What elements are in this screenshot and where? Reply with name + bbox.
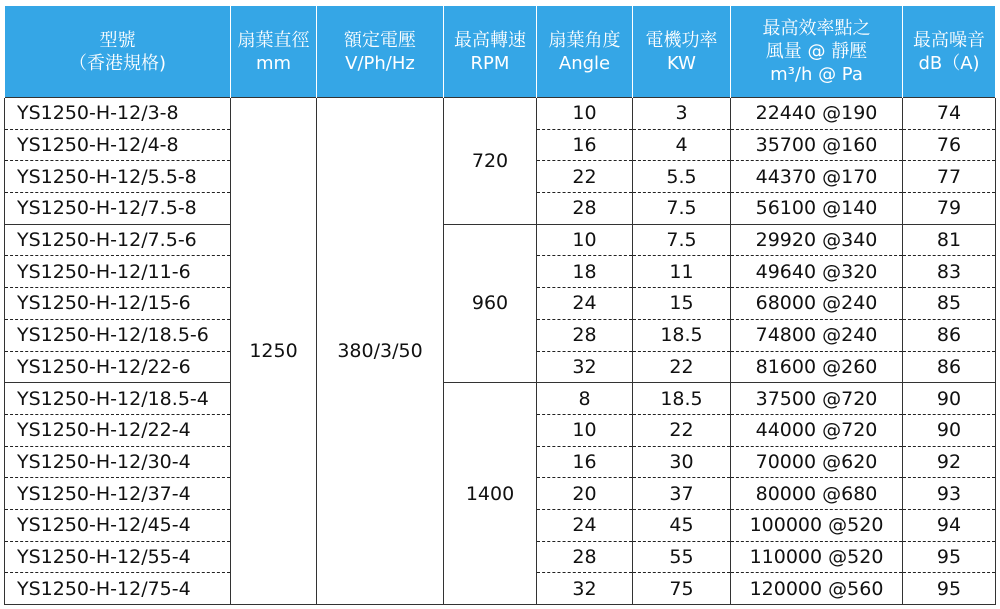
model-cell: YS1250-H-12/18.5-6 — [5, 319, 231, 351]
power-cell: 7.5 — [633, 193, 731, 225]
angle-cell: 22 — [537, 161, 633, 193]
fan-spec-table — [4, 6, 996, 605]
model-cell: YS1250-H-12/22-6 — [5, 351, 231, 383]
airflow-cell: 110000 @520 — [731, 541, 903, 573]
model-cell: YS1250-H-12/4-8 — [5, 129, 231, 161]
airflow-cell: 120000 @560 — [731, 573, 903, 605]
model-cell: YS1250-H-12/5.5-8 — [5, 161, 231, 193]
power-cell: 45 — [633, 509, 731, 541]
noise-cell: 90 — [903, 383, 996, 415]
noise-cell: 76 — [903, 129, 996, 161]
power-cell: 75 — [633, 573, 731, 605]
airflow-cell: 74800 @240 — [731, 319, 903, 351]
airflow-cell: 44000 @720 — [731, 414, 903, 446]
angle-cell: 8 — [537, 383, 633, 415]
noise-cell: 95 — [903, 573, 996, 605]
noise-cell: 74 — [903, 98, 996, 130]
angle-cell: 16 — [537, 129, 633, 161]
model-cell: YS1250-H-12/75-4 — [5, 573, 231, 605]
angle-cell: 24 — [537, 288, 633, 320]
power-cell: 18.5 — [633, 319, 731, 351]
airflow-cell: 100000 @520 — [731, 509, 903, 541]
model-cell: YS1250-H-12/37-4 — [5, 478, 231, 510]
angle-cell: 10 — [537, 224, 633, 256]
angle-cell: 20 — [537, 478, 633, 510]
angle-cell: 32 — [537, 573, 633, 605]
airflow-cell: 49640 @320 — [731, 256, 903, 288]
power-cell: 15 — [633, 288, 731, 320]
noise-cell: 85 — [903, 288, 996, 320]
model-cell: YS1250-H-12/3-8 — [5, 98, 231, 130]
power-cell: 7.5 — [633, 224, 731, 256]
header-noise: 最高噪音 dB（A) — [903, 6, 996, 98]
power-cell: 37 — [633, 478, 731, 510]
angle-cell: 32 — [537, 351, 633, 383]
table-row — [5, 224, 996, 256]
header-airflow-pressure: 最高效率點之 風量 @ 靜壓 m³/h @ Pa — [731, 6, 903, 98]
header-angle: 扇葉角度 Angle — [537, 6, 633, 98]
airflow-cell: 56100 @140 — [731, 193, 903, 225]
header-row — [5, 6, 996, 98]
power-cell: 22 — [633, 351, 731, 383]
header-power: 電機功率 KW — [633, 6, 731, 98]
power-cell: 18.5 — [633, 383, 731, 415]
noise-cell: 86 — [903, 351, 996, 383]
noise-cell: 92 — [903, 446, 996, 478]
header-model: 型號 （香港規格) — [5, 6, 231, 98]
power-cell: 5.5 — [633, 161, 731, 193]
voltage-cell: 380/3/50 — [317, 98, 444, 605]
model-cell: YS1250-H-12/30-4 — [5, 446, 231, 478]
airflow-cell: 80000 @680 — [731, 478, 903, 510]
noise-cell: 90 — [903, 414, 996, 446]
airflow-cell: 35700 @160 — [731, 129, 903, 161]
airflow-cell: 22440 @190 — [731, 98, 903, 130]
speed-cell: 720 — [444, 98, 537, 225]
header-voltage: 額定電壓 V/Ph/Hz — [317, 6, 444, 98]
angle-cell: 10 — [537, 98, 633, 130]
model-cell: YS1250-H-12/22-4 — [5, 414, 231, 446]
speed-cell: 960 — [444, 224, 537, 382]
angle-cell: 18 — [537, 256, 633, 288]
noise-cell: 93 — [903, 478, 996, 510]
model-cell: YS1250-H-12/18.5-4 — [5, 383, 231, 415]
power-cell: 3 — [633, 98, 731, 130]
model-cell: YS1250-H-12/11-6 — [5, 256, 231, 288]
header-speed: 最高轉速 RPM — [444, 6, 537, 98]
noise-cell: 94 — [903, 509, 996, 541]
airflow-cell: 44370 @170 — [731, 161, 903, 193]
speed-cell: 1400 — [444, 383, 537, 605]
airflow-cell: 81600 @260 — [731, 351, 903, 383]
header-diameter: 扇葉直徑 mm — [231, 6, 317, 98]
angle-cell: 24 — [537, 509, 633, 541]
model-cell: YS1250-H-12/15-6 — [5, 288, 231, 320]
noise-cell: 79 — [903, 193, 996, 225]
noise-cell: 81 — [903, 224, 996, 256]
angle-cell: 16 — [537, 446, 633, 478]
airflow-cell: 70000 @620 — [731, 446, 903, 478]
airflow-cell: 37500 @720 — [731, 383, 903, 415]
airflow-cell: 68000 @240 — [731, 288, 903, 320]
angle-cell: 10 — [537, 414, 633, 446]
angle-cell: 28 — [537, 319, 633, 351]
model-cell: YS1250-H-12/55-4 — [5, 541, 231, 573]
power-cell: 22 — [633, 414, 731, 446]
noise-cell: 86 — [903, 319, 996, 351]
power-cell: 4 — [633, 129, 731, 161]
table-row — [5, 98, 996, 130]
airflow-cell: 29920 @340 — [731, 224, 903, 256]
power-cell: 30 — [633, 446, 731, 478]
noise-cell: 95 — [903, 541, 996, 573]
model-cell: YS1250-H-12/7.5-6 — [5, 224, 231, 256]
noise-cell: 83 — [903, 256, 996, 288]
model-cell: YS1250-H-12/45-4 — [5, 509, 231, 541]
diameter-cell: 1250 — [231, 98, 317, 605]
angle-cell: 28 — [537, 193, 633, 225]
table-row — [5, 383, 996, 415]
model-cell: YS1250-H-12/7.5-8 — [5, 193, 231, 225]
noise-cell: 77 — [903, 161, 996, 193]
power-cell: 55 — [633, 541, 731, 573]
angle-cell: 28 — [537, 541, 633, 573]
power-cell: 11 — [633, 256, 731, 288]
